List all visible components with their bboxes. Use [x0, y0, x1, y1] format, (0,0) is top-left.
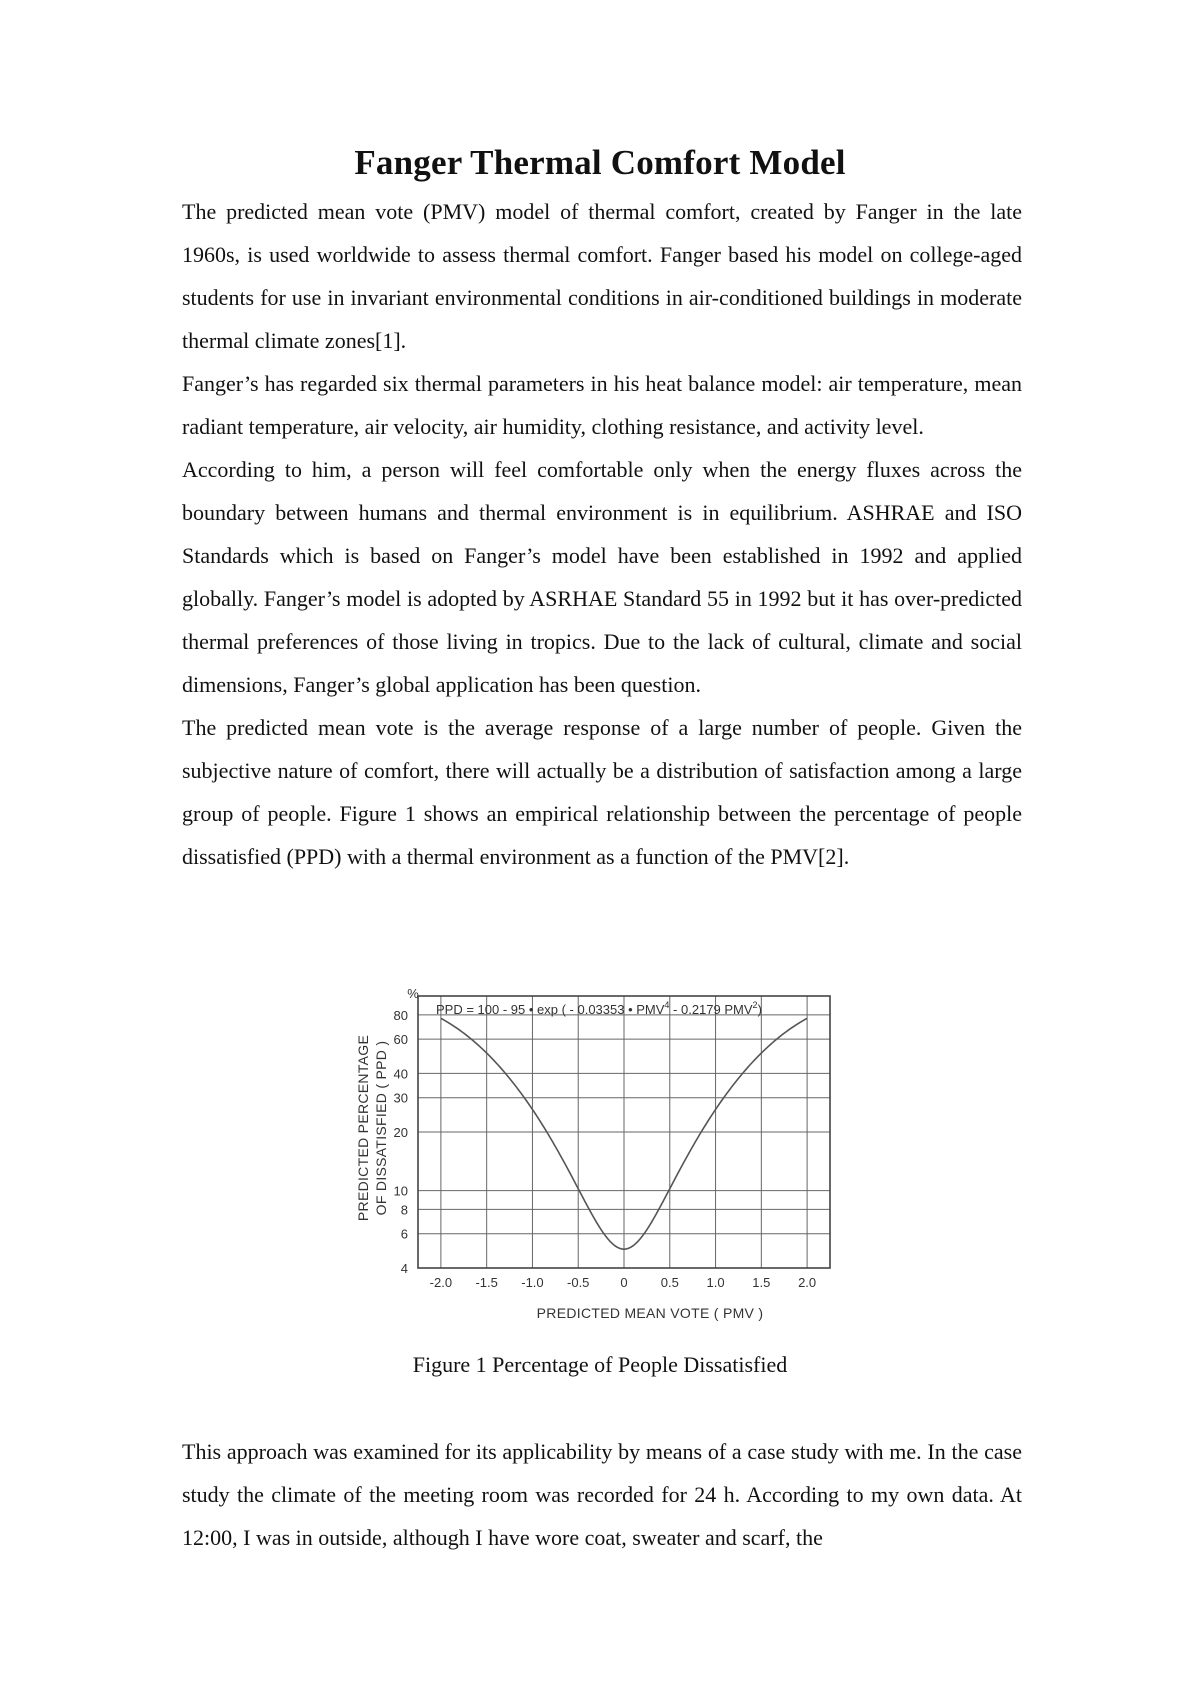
x-tick-label: -2.0 — [429, 1275, 453, 1290]
document-title: Fanger Thermal Comfort Model — [354, 143, 846, 182]
x-axis-label: PREDICTED MEAN VOTE ( PMV ) — [536, 1305, 764, 1321]
formula-exp2: 2 — [752, 1000, 758, 1010]
x-tick-label: 0 — [620, 1275, 628, 1290]
body-text-after — [182, 1430, 1022, 1559]
x-tick-label: -1.5 — [475, 1275, 498, 1290]
y-tick-label: 4 — [400, 1261, 408, 1276]
formula-mid: - 0.2179 PMV — [669, 1002, 753, 1017]
y-axis-label-line1: PREDICTED PERCENTAGE — [355, 1034, 371, 1222]
y-tick-label: 80 — [393, 1007, 408, 1023]
paragraph: Fanger’s has regarded six thermal parameters in his heat balance model: air temperature, mean radiant temperature, air velocity, air humidity, clothing resistance, and activity level. — [182, 371, 1022, 439]
x-tick-label: 1.0 — [706, 1275, 725, 1290]
paragraph: According to him, a person will feel comfortable only when the energy fluxes across the boundary between humans and thermal environment is in equilibrium. ASHRAE and ISO Standards which is based on Fanger’s model have been established in 1992 and applied globally. Fanger’s model is adopted by ASRHAE Standard 55 in 1992 but it has over-predicted thermal preferences of those living in tropics. Due to the lack of cultural, climate and social dimensions, Fanger’s global application has been question. — [182, 457, 1022, 697]
ppd-chart-figure — [340, 976, 860, 1336]
ppd-chart — [340, 976, 860, 1336]
x-tick-label: -1.0 — [521, 1275, 544, 1290]
y-tick-label: 8 — [400, 1202, 408, 1218]
y-axis-label-line2: OF DISSATISFIED ( PPD ) — [373, 1040, 389, 1216]
paragraph: The predicted mean vote is the average response of a large number of people. Given the subjective nature of comfort, there will actually be a distribution of satisfaction among a large group of people. Figure 1 shows an empirical relationship between the percentage of people dissatisfied (PPD) with a thermal environment as a function of the PMV[2]. — [182, 715, 1022, 869]
x-tick-label: 0.5 — [660, 1275, 679, 1290]
paragraph: The predicted mean vote (PMV) model of thermal comfort, created by Fanger in the late 1960s, is used worldwide to assess thermal comfort. Fanger based his model on college-aged students for use in invariant environmental conditions in air-conditioned buildings in moderate thermal climate zones[1]. — [182, 199, 1022, 353]
figure-caption: Figure 1 Percentage of People Dissatisfied — [412, 1352, 788, 1377]
x-tick-label: 1.5 — [752, 1275, 771, 1290]
y-tick-label: 30 — [393, 1090, 408, 1106]
y-tick-label: 40 — [393, 1066, 408, 1082]
y-tick-label: 6 — [400, 1226, 408, 1242]
x-tick-label: 2.0 — [798, 1275, 817, 1290]
unit-label: % — [407, 986, 419, 1001]
body-text — [182, 190, 1022, 878]
formula-exp1: 4 — [664, 1000, 670, 1010]
paragraph: This approach was examined for its applicability by means of a case study with me. In the case study the climate of the meeting room was recorded for 24 h. According to my own data. At 12:00, I was in outside, although I have wore coat, sweater and scarf, the — [182, 1439, 1022, 1550]
formula-suffix: ) — [757, 1002, 762, 1017]
formula-annotation — [436, 1000, 762, 1017]
y-tick-label: 10 — [393, 1183, 408, 1199]
x-tick-label: -0.5 — [567, 1275, 590, 1290]
y-tick-label: 20 — [393, 1125, 408, 1140]
y-tick-label: 60 — [393, 1032, 408, 1048]
formula-prefix: PPD = 100 - 95 • exp ( - 0.03353 • PMV — [436, 1002, 665, 1017]
